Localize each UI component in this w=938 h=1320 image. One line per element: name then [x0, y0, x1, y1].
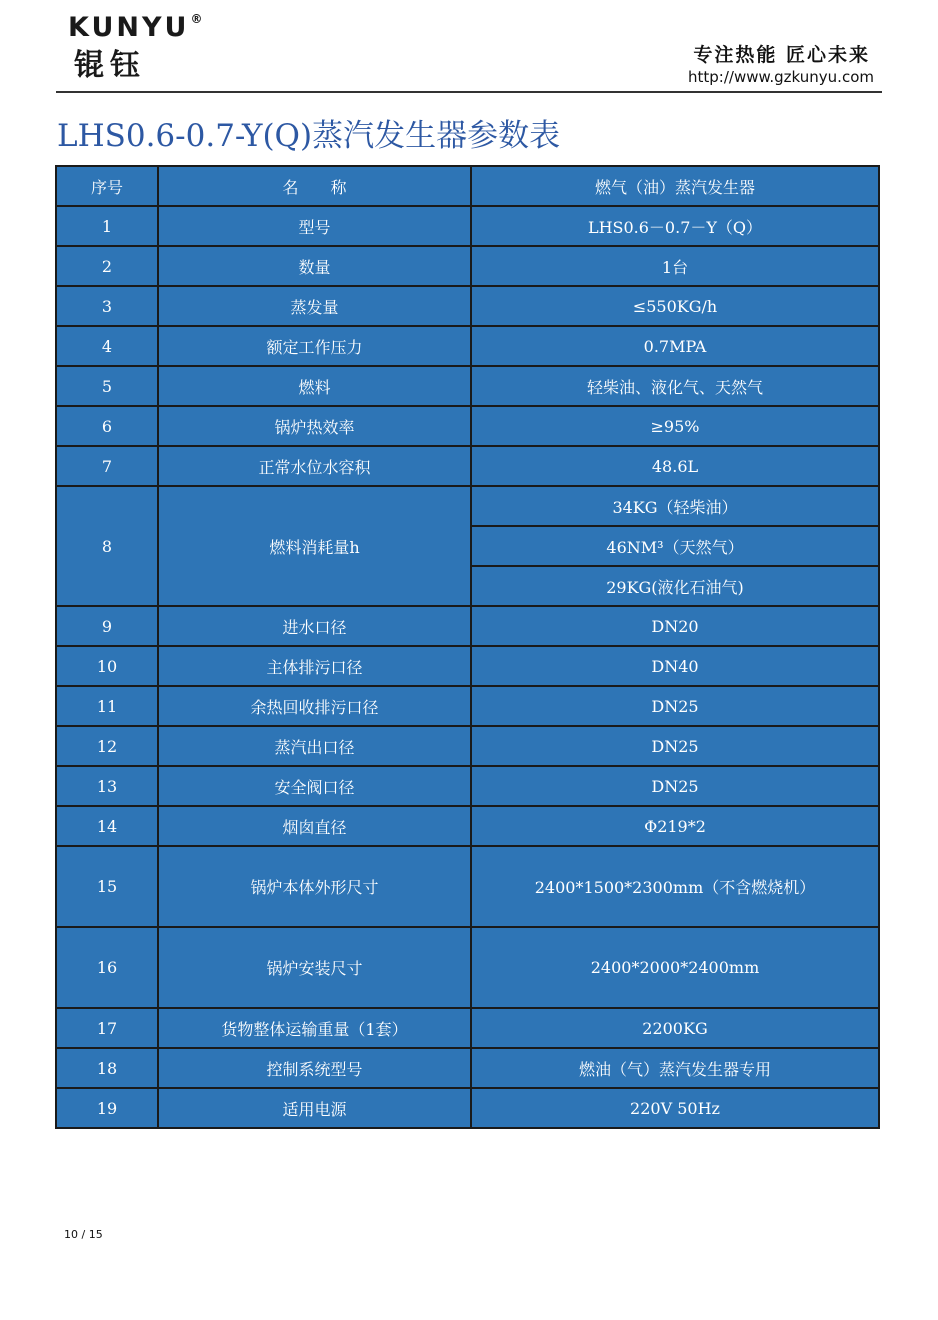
row-name: 型号 [158, 206, 471, 246]
row-number: 19 [56, 1088, 158, 1128]
row-name: 燃料消耗量h [158, 486, 471, 606]
row-name: 额定工作压力 [158, 326, 471, 366]
row-value: DN25 [471, 766, 879, 806]
row-number: 3 [56, 286, 158, 326]
row-number: 15 [56, 846, 158, 927]
row-number: 6 [56, 406, 158, 446]
row-value: LHS0.6－0.7－Y（Q） [471, 206, 879, 246]
header-divider [56, 91, 882, 93]
row-name: 烟囱直径 [158, 806, 471, 846]
registered-mark: ® [190, 12, 206, 26]
row-value: DN25 [471, 726, 879, 766]
row-value: 轻柴油、液化气、天然气 [471, 366, 879, 406]
row-number: 9 [56, 606, 158, 646]
parameter-table [55, 165, 880, 1129]
row-number: 18 [56, 1048, 158, 1088]
row-name: 控制系统型号 [158, 1048, 471, 1088]
row-name: 锅炉安装尺寸 [158, 927, 471, 1008]
table-row [56, 366, 879, 406]
row-number: 1 [56, 206, 158, 246]
table-row [56, 446, 879, 486]
table-row [56, 1088, 879, 1128]
row-value: DN20 [471, 606, 879, 646]
table-row [56, 1048, 879, 1088]
row-number: 17 [56, 1008, 158, 1048]
row-value: 燃油（气）蒸汽发生器专用 [471, 1048, 879, 1088]
row-value: DN25 [471, 686, 879, 726]
row-name: 货物整体运输重量（1套） [158, 1008, 471, 1048]
table-row [56, 606, 879, 646]
row-number: 8 [56, 486, 158, 606]
row-name: 蒸汽出口径 [158, 726, 471, 766]
row-value: ≤550KG/h [471, 286, 879, 326]
row-number: 16 [56, 927, 158, 1008]
table-row [56, 726, 879, 766]
table-row [56, 326, 879, 366]
row-name: 正常水位水容积 [158, 446, 471, 486]
row-name: 蒸发量 [158, 286, 471, 326]
row-number: 2 [56, 246, 158, 286]
row-value: DN40 [471, 646, 879, 686]
row-name: 安全阀口径 [158, 766, 471, 806]
row-value: 2400*1500*2300mm（不含燃烧机） [471, 846, 879, 927]
row-value: 2200KG [471, 1008, 879, 1048]
row-number: 14 [56, 806, 158, 846]
table-row [56, 286, 879, 326]
header-cell-name: 名 称 [158, 166, 471, 206]
row-value: 46NM³（天然气） [471, 526, 879, 566]
row-name: 适用电源 [158, 1088, 471, 1128]
table-row [56, 766, 879, 806]
page-number: 10 / 15 [64, 1228, 103, 1241]
table-row [56, 206, 879, 246]
row-value: 0.7MPA [471, 326, 879, 366]
table-row [56, 927, 879, 1008]
table-row [56, 686, 879, 726]
table-row [56, 246, 879, 286]
row-value: Φ219*2 [471, 806, 879, 846]
header-cell-no: 序号 [56, 166, 158, 206]
row-name: 燃料 [158, 366, 471, 406]
row-value: ≥95% [471, 406, 879, 446]
row-number: 13 [56, 766, 158, 806]
row-value: 29KG(液化石油气) [471, 566, 879, 606]
table-row [56, 806, 879, 846]
row-value: 1台 [471, 246, 879, 286]
website-link[interactable]: http://www.gzkunyu.com [688, 68, 874, 86]
row-name: 主体排污口径 [158, 646, 471, 686]
row-number: 10 [56, 646, 158, 686]
row-number: 12 [56, 726, 158, 766]
row-value: 220V 50Hz [471, 1088, 879, 1128]
row-number: 4 [56, 326, 158, 366]
table-row [56, 1008, 879, 1048]
table-row [56, 486, 879, 526]
page-title: LHS0.6-0.7-Y(Q)蒸汽发生器参数表 [57, 118, 561, 154]
row-number: 5 [56, 366, 158, 406]
row-name: 余热回收排污口径 [158, 686, 471, 726]
row-value: 48.6L [471, 446, 879, 486]
table-row [56, 846, 879, 927]
row-name: 数量 [158, 246, 471, 286]
row-value: 34KG（轻柴油） [471, 486, 879, 526]
row-number: 11 [56, 686, 158, 726]
row-name: 锅炉本体外形尺寸 [158, 846, 471, 927]
header-cell-value: 燃气（油）蒸汽发生器 [471, 166, 879, 206]
slogan: 专注热能 匠心未来 [693, 44, 870, 66]
row-number: 7 [56, 446, 158, 486]
row-name: 进水口径 [158, 606, 471, 646]
row-name: 锅炉热效率 [158, 406, 471, 446]
logo-chinese-text: 锟钰 [74, 48, 146, 83]
table-header-row [56, 166, 879, 206]
table-row [56, 406, 879, 446]
row-value: 2400*2000*2400mm [471, 927, 879, 1008]
table-row [56, 646, 879, 686]
logo-wordmark [68, 12, 205, 43]
logo-latin-text: KUNYU [68, 12, 190, 43]
